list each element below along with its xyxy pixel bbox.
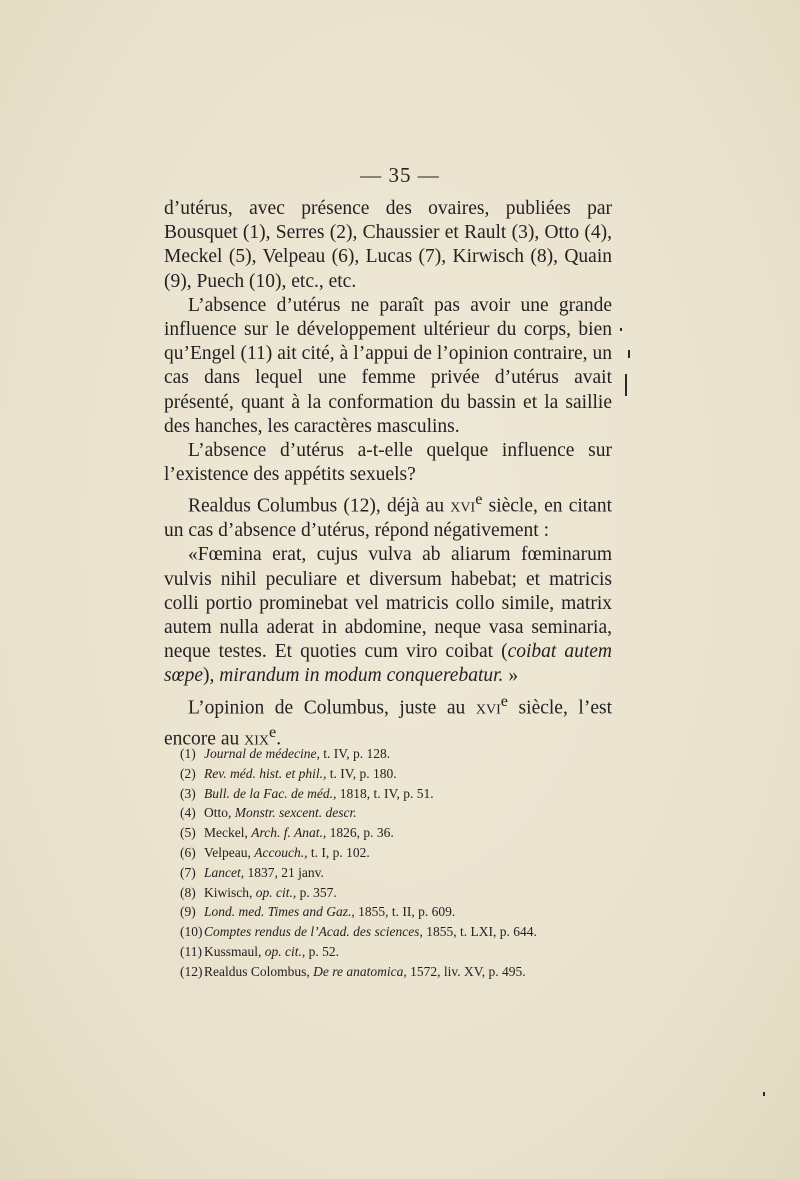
footnote-title: op. cit., <box>264 943 306 959</box>
footnote-ref: t. IV, p. 180. <box>326 765 397 781</box>
quote-italic-2: mirandum in modum conquerebatur. <box>219 665 504 687</box>
footnote-author: Meckel, <box>204 825 252 841</box>
footnote <box>180 863 620 883</box>
footnote <box>180 942 620 962</box>
quote-text: «Fœmina erat, cujus vulva ab aliarum fœminarum vulvis nihil peculiare et diversum habebat; et matricis colli portio prominebat vel matricis collo simile, matrix autem nulla aderat in abdomine, neque vasa seminaria, neque testes. Et quoties cum viro coibat ( <box>164 544 612 663</box>
body-text <box>164 197 612 752</box>
ink-mark <box>620 328 622 331</box>
paragraph-2: L’absence d’utérus ne paraît pas avoir une grande influence sur le développement ultérieur du corps, bien qu’Engel (11) ait cité, à l’appui de l’opinion contraire, un cas dans lequel une femme privée d’utérus avait présenté, quant à la conformation du bassin et la saillie des hanches, les caractères masculins. <box>164 294 612 437</box>
footnote-ref: 1826, p. 36. <box>326 825 394 841</box>
ink-mark <box>625 374 627 396</box>
paragraph-6 <box>164 689 612 752</box>
ink-mark <box>763 1092 765 1096</box>
footnote-author: Velpeau, <box>204 844 255 860</box>
footnote-number: (6) <box>180 844 196 860</box>
footnote <box>180 962 620 982</box>
century-suffix-16: e <box>500 691 508 710</box>
footnote-title: Rev. méd. hist. et phil., <box>204 765 327 781</box>
latin-quote <box>164 543 612 688</box>
page-number: — 35 — <box>360 163 440 187</box>
century-numeral-16: xvi <box>475 697 501 719</box>
footnote-ref: p. 52. <box>305 943 339 959</box>
footnote-ref: 1837, 21 janv. <box>244 864 324 880</box>
paragraph-4 <box>164 487 612 543</box>
footnote-title: Monstr. sexcent. descr. <box>234 805 357 821</box>
footnote-title: Comptes rendus de l’Acad. des sciences, <box>204 924 423 940</box>
footnote-ref: t. I, p. 102. <box>307 844 370 860</box>
footnote-number: (10) <box>180 924 203 940</box>
footnote-author: Kussmaul, <box>204 943 265 959</box>
footnote <box>180 902 620 922</box>
footnote-ref: t. IV, p. 128. <box>319 746 391 761</box>
footnote-number: (7) <box>180 864 196 880</box>
footnote <box>180 764 620 784</box>
footnote-ref: p. 357. <box>296 884 337 900</box>
footnote <box>180 883 620 903</box>
footnote-number: (4) <box>180 805 196 821</box>
footnote <box>180 784 620 804</box>
footnote-number: (11) <box>180 943 202 959</box>
paragraph-4-text-end: siècle, en citant un cas d’absence d’utérus, répond négativement : <box>164 495 613 542</box>
century-suffix-19: e <box>269 723 277 742</box>
ink-mark <box>628 350 630 358</box>
footnote-number: (5) <box>180 825 196 841</box>
footnote-title: Journal de médecine, <box>204 746 320 761</box>
footnote-title: Lond. med. Times and Gaz., <box>204 904 355 920</box>
quote-italic-1: coibat autem sœpe <box>164 641 612 687</box>
footnote-number: (8) <box>180 884 196 900</box>
footnote-title: Accouch., <box>254 844 308 860</box>
century-numeral-19: xix <box>244 728 270 750</box>
paragraph-6-mid: siècle, l’est encore au <box>164 697 612 750</box>
footnotes <box>180 744 620 982</box>
footnote-title: op. cit., <box>255 884 297 900</box>
footnote <box>180 922 620 942</box>
footnote-author: Kiwisch, <box>204 884 256 900</box>
paragraph-6-end: . <box>276 728 282 750</box>
footnote-number: (1) <box>180 746 196 761</box>
footnote <box>180 843 620 863</box>
footnote <box>180 803 620 823</box>
footnote-title: Arch. f. Anat., <box>251 825 327 841</box>
paragraph-6-text: L’opinion de Columbus, juste au <box>188 697 476 719</box>
footnote-ref: 1572, liv. XV, p. 495. <box>406 963 526 979</box>
footnote-title: De re anatomica, <box>313 963 407 979</box>
footnote-ref: 1855, t. II, p. 609. <box>354 904 456 920</box>
paragraph-3: L’absence d’utérus a-t-elle quelque influence sur l’existence des appétits sexuels? <box>164 440 612 486</box>
footnote-ref: 1855, t. LXI, p. 644. <box>422 924 537 940</box>
paragraph-4-text: Realdus Columbus (12), déjà au <box>188 495 451 517</box>
footnote-title: Bull. de la Fac. de méd., <box>204 785 337 801</box>
footnote-title: Lancet, <box>204 864 245 880</box>
footnote-number: (3) <box>180 785 196 801</box>
footnote <box>180 744 620 764</box>
footnote-ref: 1818, t. IV, p. 51. <box>336 785 434 801</box>
footnote-number: (2) <box>180 765 196 781</box>
footnote-number: (9) <box>180 904 196 920</box>
century-numeral: xvi <box>450 495 476 517</box>
footnote-author: Realdus Colombus, <box>204 963 314 979</box>
paragraph-1: d’utérus, avec présence des ovaires, publiées par Bousquet (1), Serres (2), Chaussier et Rault (3), Otto (4), Meckel (5), Velpeau (6), Lucas (7), Kirwisch (8), Quain (9), Puech (10), etc., etc. <box>164 198 612 292</box>
footnote-author: Otto, <box>204 805 235 821</box>
century-suffix: e <box>475 490 483 509</box>
quote-mid: ), <box>203 665 220 687</box>
quote-close: » <box>503 665 519 687</box>
footnote <box>180 823 620 843</box>
footnote-number: (12) <box>180 963 203 979</box>
